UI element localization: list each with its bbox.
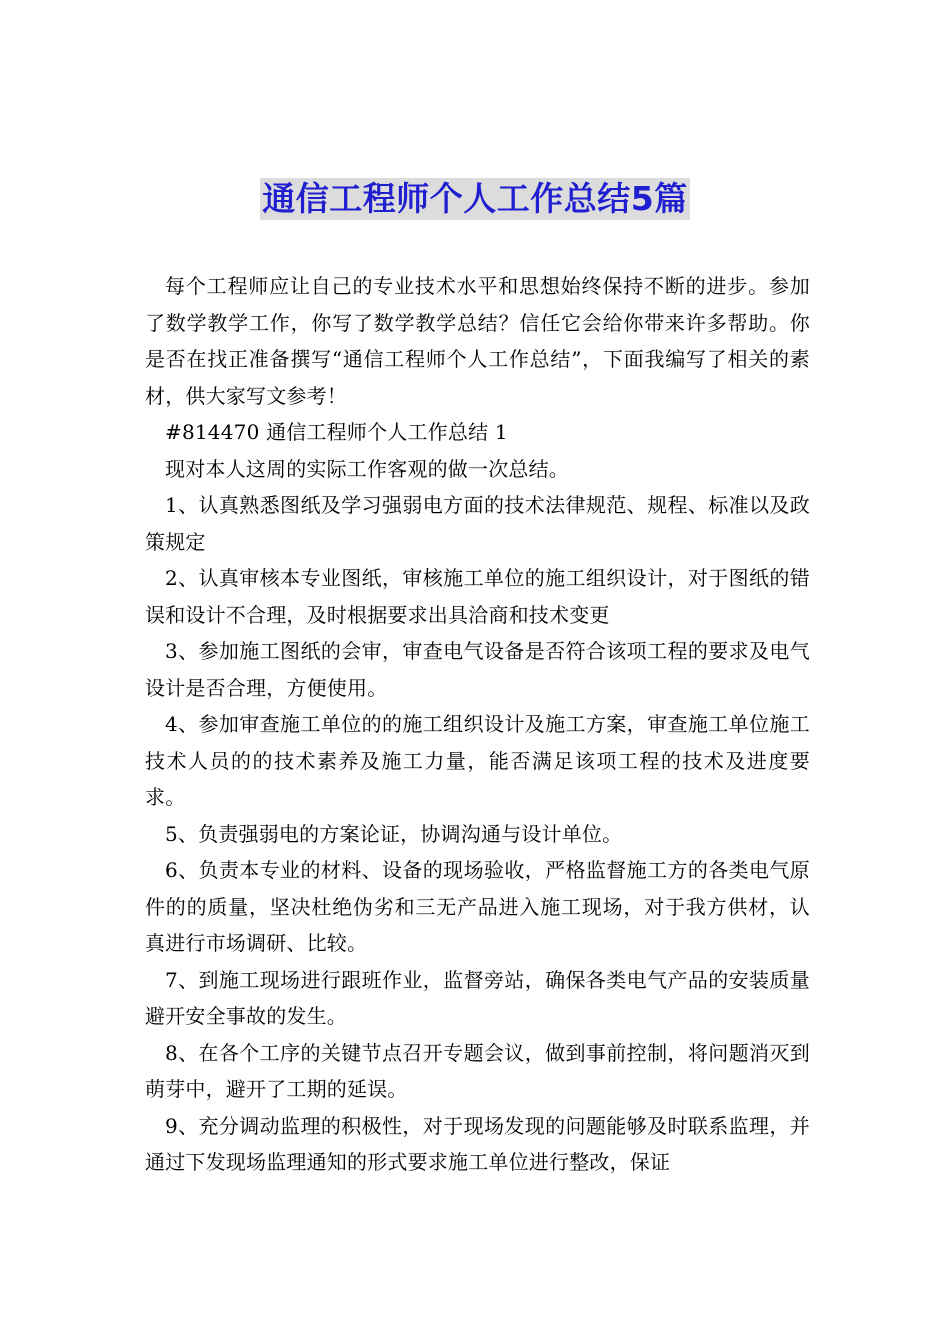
list-item-2: 2、认真审核本专业图纸，审核施工单位的施工组织设计，对于图纸的错误和设计不合理，及时根据要求出具洽商和技术变更 [145,566,810,627]
list-item-7: 7、到施工现场进行跟班作业，监督旁站，确保各类电气产品的安装质量避开安全事故的发生。 [145,967,810,1028]
list-item-6: 6、负责本专业的材料、设备的现场验收，严格监督施工方的各类电气原件的的质量，坚决杜绝伪劣和三无产品进入施工现场，对于我方供材，认真进行市场调研、比较。 [145,858,810,955]
paragraph: 现对本人这周的实际工作客观的做一次总结。 [165,456,569,481]
intro-paragraph: 每个工程师应让自己的专业技术水平和思想始终保持不断的进步。参加了数学教学工作，你写了数学教学总结？信任它会给你带来许多帮助。你是否在找正准备撰写“通信工程师个人工作总结”，下面我编写了相关的素材，供大家写文参考！ [145,274,810,408]
list-item-1: 1、认真熟悉图纸及学习强弱电方面的技术法律规范、规程、标准以及政策规定 [145,493,810,554]
document-title: 通信工程师个人工作总结5篇 [262,179,688,218]
list-item-3: 3、参加施工图纸的会审，审查电气设备是否符合该项工程的要求及电气设计是否合理，方便使用。 [145,639,810,700]
list-item-9: 9、充分调动监理的积极性，对于现场发现的问题能够及时联系监理，并通过下发现场监理通知的形式要求施工单位进行整改，保证 [145,1113,810,1174]
list-item-5: 5、负责强弱电的方案论证，协调沟通与设计单位。 [165,821,623,846]
document-body [145,268,810,1181]
section-heading: #814470 通信工程师个人工作总结 1 [165,420,508,444]
list-item-8: 8、在各个工序的关键节点召开专题会议，做到事前控制，将问题消灭到萌芽中，避开了工期的延误。 [145,1040,810,1101]
list-item-4: 4、参加审查施工单位的的施工组织设计及施工方案，审查施工单位施工技术人员的的技术素养及施工力量，能否满足该项工程的技术及进度要求。 [145,712,810,809]
title-container [0,178,950,220]
